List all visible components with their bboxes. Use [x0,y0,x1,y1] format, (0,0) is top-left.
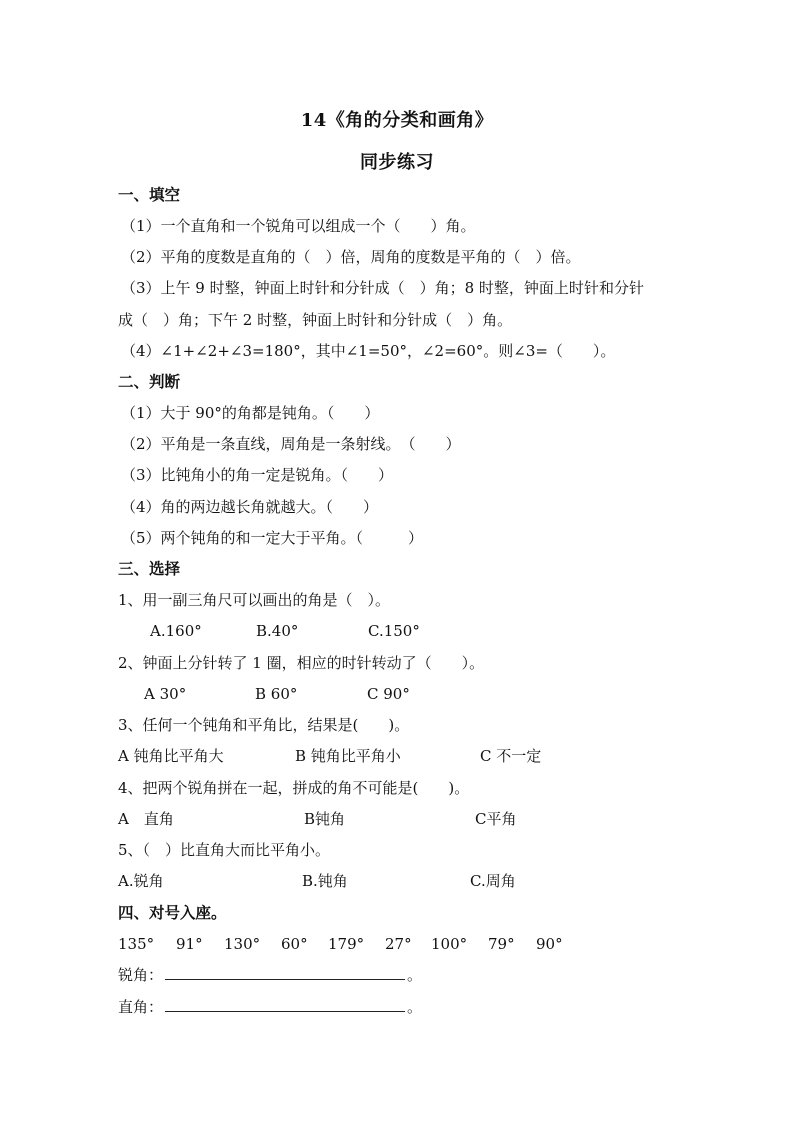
choice-1-option-b: B.40° [256,622,299,640]
choice-question-5: 5、（ ）比直角大而比平角小。 [118,841,331,859]
choice-4-option-b: B钝角 [304,810,346,828]
judge-question-1: （1）大于 90°的角都是钝角。（ ） [121,404,380,422]
choice-question-4: 4、把两个锐角拼在一起，拼成的角不可能是( )。 [118,779,470,797]
acute-label: 锐角： [118,966,164,984]
choice-3-option-b: B 钝角比平角小 [295,747,401,765]
angle-value: 91° [176,935,203,953]
acute-answer-blank[interactable] [165,965,405,980]
fill-question-3-line2: 成（ ）角；下午 2 时整，钟面上时针和分针成（ ）角。 [118,311,513,329]
choice-1-option-a: A.160° [150,622,202,640]
choice-2-option-c: C 90° [367,685,410,703]
choice-4-option-a: A 直角 [118,810,174,828]
choice-5-option-c: C.周角 [470,872,516,890]
angle-value: 179° [328,935,365,953]
judge-question-3: （3）比钝角小的角一定是锐角。（ ） [121,466,394,484]
angle-value: 100° [431,935,468,953]
choice-4-option-c: C平角 [475,810,517,828]
angle-value: 79° [488,935,515,953]
acute-answer-row [118,964,422,986]
angle-value: 60° [281,935,308,953]
page-subtitle: 同步练习 [360,152,434,173]
choice-1-option-c: C.150° [368,622,420,640]
section-heading-match: 四、对号入座。 [118,903,227,922]
choice-question-1: 1、用一副三角尺可以画出的角是（ ）。 [118,591,391,609]
section-heading-fill-blank: 一、填空 [118,185,181,204]
choice-2-option-b: B 60° [255,685,298,703]
right-answer-blank[interactable] [165,997,405,1012]
fill-question-4: （4）∠1+∠2+∠3=180°，其中∠1=50°，∠2=60°。则∠3=（ ）。 [121,342,616,360]
section-heading-choice: 三、选择 [118,559,181,578]
judge-question-5: （5）两个钝角的和一定大于平角。（ ） [121,529,424,547]
choice-2-option-a: A 30° [144,685,187,703]
right-answer-row [118,996,422,1018]
judge-question-4: （4）角的两边越长角就越大。（ ） [121,498,379,516]
choice-question-2: 2、钟面上分针转了 1 圈，相应的时针转动了（ ）。 [118,654,485,672]
section-heading-judge: 二、判断 [118,372,181,391]
page-title: 14《角的分类和画角》 [300,110,494,131]
angle-value: 135° [118,935,155,953]
judge-question-2: （2）平角是一条直线，周角是一条射线。 （ ） [121,435,461,453]
angle-value: 90° [536,935,563,953]
right-label: 直角： [118,998,164,1016]
fill-question-2: （2）平角的度数是直角的（ ）倍，周角的度数是平角的（ ）倍。 [121,248,581,266]
acute-end-mark: 。 [407,966,423,984]
fill-question-1: （1）一个直角和一个锐角可以组成一个（ ）角。 [121,217,476,235]
angle-value: 27° [385,935,412,953]
right-end-mark: 。 [407,998,423,1016]
choice-5-option-b: B.钝角 [302,872,348,890]
fill-question-3-line1: （3）上午 9 时整，钟面上时针和分针成（ ）角；8 时整，钟面上时针和分针 [121,279,644,297]
choice-3-option-a: A 钝角比平角大 [118,747,224,765]
choice-question-3: 3、任何一个钝角和平角比，结果是( )。 [118,716,410,734]
choice-3-option-c: C 不一定 [480,747,542,765]
choice-5-option-a: A.锐角 [118,872,164,890]
angle-value: 130° [224,935,261,953]
